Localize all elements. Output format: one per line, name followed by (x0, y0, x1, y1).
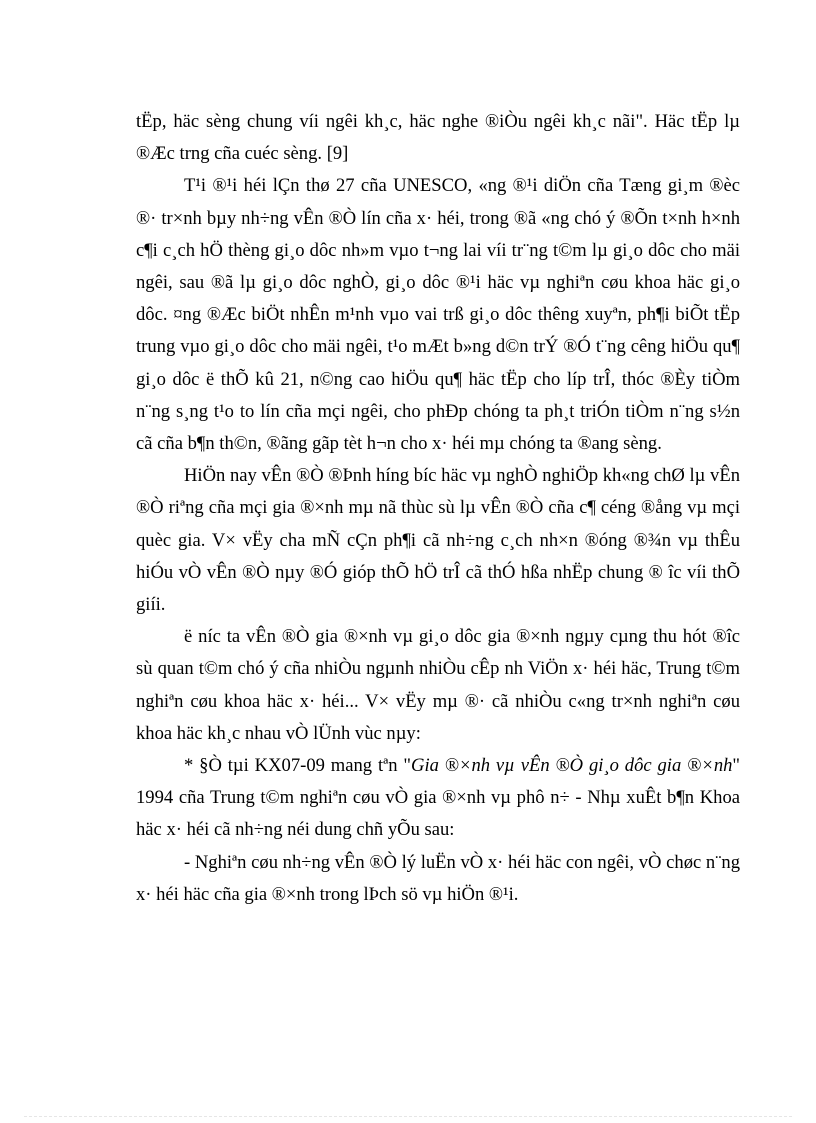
citation-suffix: " 1994 cña Trung t©m nghiªn cøu vÒ gia ®×nh vµ phô n÷ - Nhµ xuÊt b¶n Khoa häc x· héi cã nh÷ng néi dung chñ yÕu sau: (136, 755, 741, 841)
citation-prefix: * §Ò tµi KX07-09 mang tªn " (184, 755, 412, 777)
final-paragraph: - Nghiªn cøu nh÷ng vÊn ®Ò lý luËn vÒ x· héi häc con ngêi, vÒ chøc n¨ng x· héi häc cña gia ®×nh trong lÞch sö vµ hiÖn ®¹i. (136, 851, 740, 905)
citation-title: Gia ®×nh vµ vÊn ®Ò gi¸o dôc gia ®×nh (411, 755, 733, 777)
paragraph-4: ë níc ta vÊn ®Ò gia ®×nh vµ gi¸o dôc gia ®×nh ngµy cµng thu hót ®îc sù quan t©m chó ý cña nhiÒu ngµnh nhiÒu cÊp nh ViÖn x· héi häc, Trung t©m nghiªn cøu khoa häc x· héi... V× vËy mµ ®· cã nhiÒu c«ng tr×nh nghiªn cøu khoa häc kh¸c nhau vÒ lÜnh vùc nµy: (136, 626, 740, 744)
paragraph-2: T¹i ®¹i héi lÇn thø 27 cña UNESCO, «ng ®¹i diÖn cña Tæng gi¸m ®èc ®· tr×nh bµy nh÷ng vÊn ®Ò lín cña x· héi, trong ®ã «ng chó ý ®Õn t×nh h×nh c¶i c¸ch hÖ thèng gi¸o dôc nh»m vµo t¬ng lai víi tr¨ng t©m lµ gi¸o dôc cho mäi ngêi, sau ®ã lµ gi¸o dôc nghÒ, gi¸o dôc ®¹i häc vµ nghiªn cøu khoa häc gi¸o dôc. ¤ng ®Æc biÖt nhÊn m¹nh vµo vai trß gi¸o dôc thêng xuyªn, ph¶i biÕt tËp trung vµo gi¸o dôc cho mäi ngêi, t¹o mÆt b»ng d©n trÝ ®Ó t¨ng cêng hiÖu qu¶ gi¸o dôc ë thÕ kû 21, n©ng cao hiÖu qu¶ häc tËp cho líp trÎ, thóc ®Èy tiÒm n¨ng s¸ng t¹o to lín cña mçi ngêi, cho phÐp chóng ta ph¸t triÓn tiÒm n¨ng s½n cã cña b¶n th©n, ®ãng gãp tèt h¬n cho x· héi mµ chóng ta ®ang sèng. (136, 175, 740, 455)
citation-paragraph (136, 750, 740, 847)
paragraph-3: HiÖn nay vÊn ®Ò ®Þnh híng bíc häc vµ nghÒ nghiÖp kh«ng chØ lµ vÊn ®Ò riªng cña mçi gia ®×nh mµ nã thùc sù lµ vÊn ®Ò cña c¶ céng ®ång vµ mçi quèc gia. V× vËy cha mÑ cÇn ph¶i cã nh÷ng c¸ch nh×n ®óng ®¾n vµ thÊu hiÓu vÒ vÊn ®Ò nµy ®Ó gióp thÕ hÖ trÎ cã thÓ hßa nhËp chung ® îc víi thÕ giíi. (136, 465, 740, 616)
page-bottom-rule (24, 1116, 792, 1117)
document-body (136, 106, 740, 911)
paragraph-1: tËp, häc sèng chung víi ngêi kh¸c, häc nghe ®iÒu ngêi kh¸c nãi". Häc tËp lµ ®Æc trng cña cuéc sèng. [9] (136, 111, 740, 165)
